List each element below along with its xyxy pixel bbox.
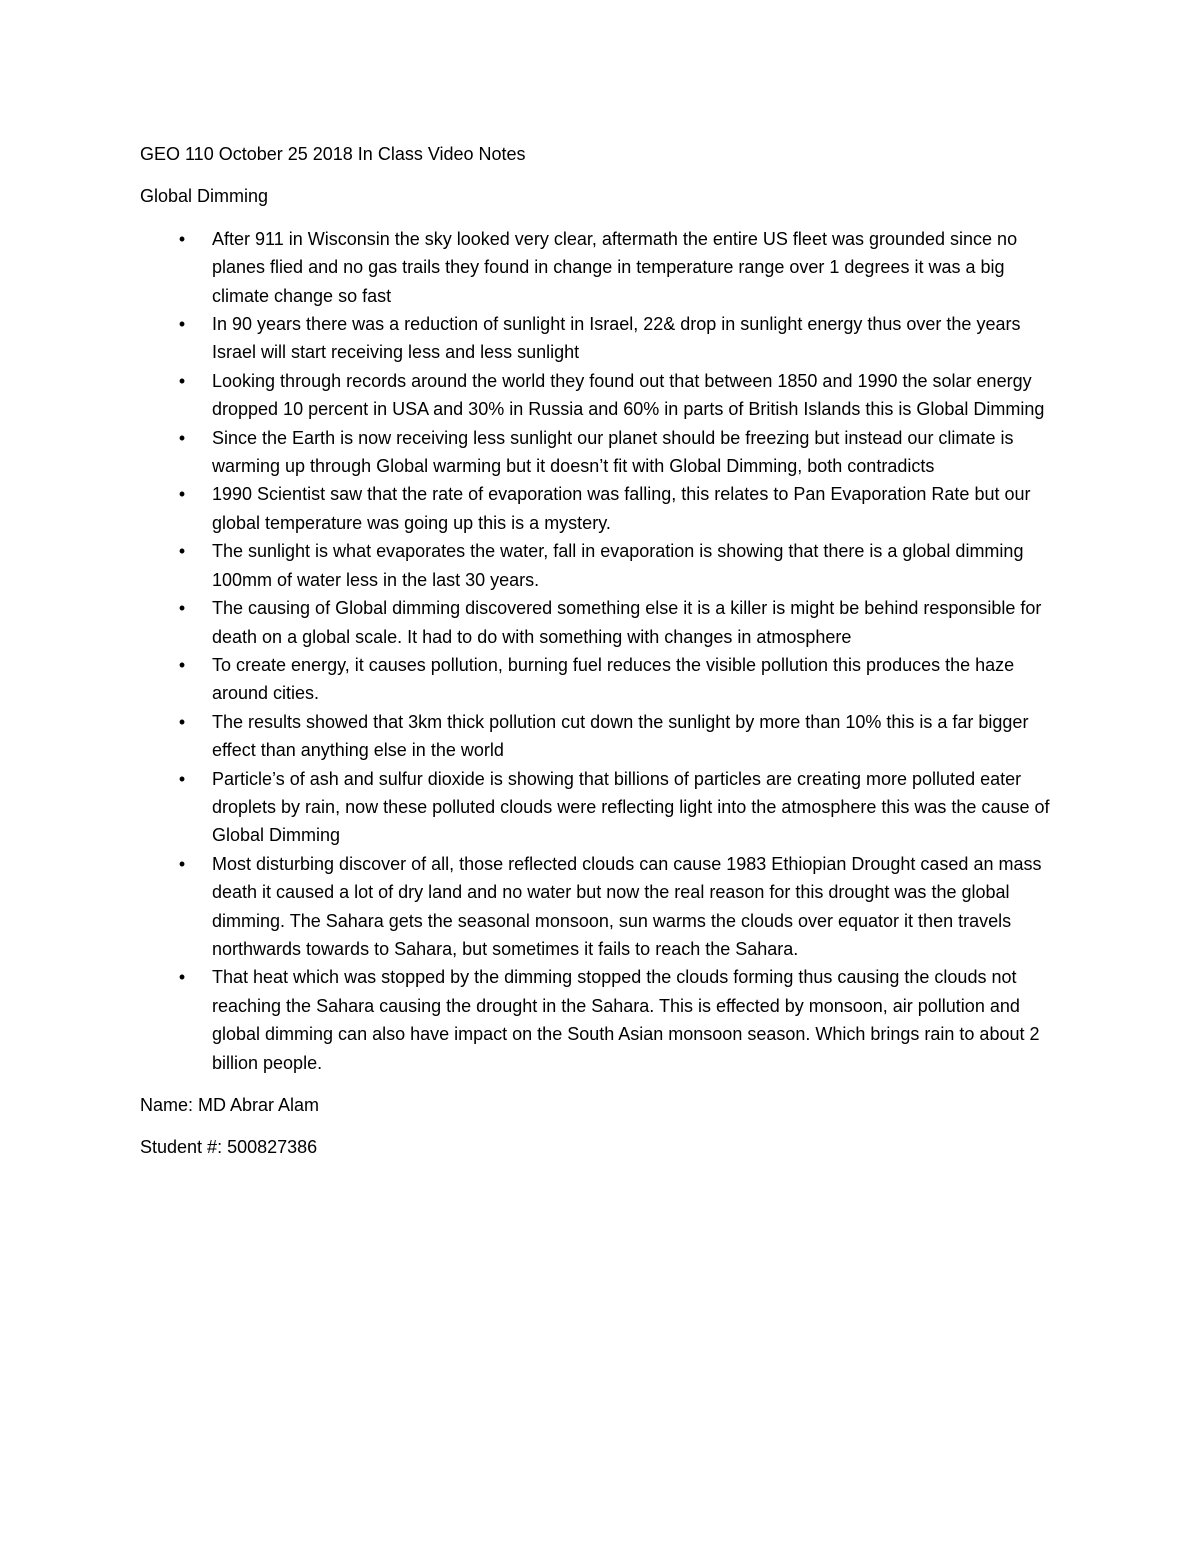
document-subtitle: Global Dimming	[140, 186, 269, 207]
list-item	[140, 310, 1060, 367]
list-item	[140, 480, 1060, 537]
bullet-icon: •	[178, 853, 186, 874]
list-item	[140, 225, 1060, 310]
note-text: That heat which was stopped by the dimming stopped the clouds forming thus causing the clouds not reaching the Sahara causing the drought in the Sahara. This is effected by monsoon, air pollution and global dimming can also have impact on the South Asian monsoon season. Which brings rain to about 2 billion people.	[212, 967, 1040, 1073]
list-item	[140, 765, 1060, 850]
bullet-icon: •	[178, 427, 186, 448]
bullet-icon: •	[178, 228, 186, 249]
note-text: The causing of Global dimming discovered something else it is a killer is might be behind responsible for death on a global scale. It had to do with something with changes in atmosphere	[212, 598, 1042, 647]
note-text: The sunlight is what evaporates the water, fall in evaporation is showing that there is a global dimming 100mm of water less in the last 30 years.	[212, 541, 1024, 590]
note-text: Looking through records around the world they found out that between 1850 and 1990 the solar energy dropped 10 percent in USA and 30% in Russia and 60% in parts of British Islands this is Global Dimming	[212, 370, 1045, 420]
bullet-icon: •	[178, 370, 186, 391]
list-item	[140, 594, 1060, 651]
bullet-icon: •	[178, 484, 186, 505]
note-text: In 90 years there was a reduction of sunlight in Israel, 22& drop in sunlight energy thus over the years Israel will start receiving less and less sunlight	[212, 314, 1021, 363]
document-body	[140, 140, 1060, 1162]
note-text: After 911 in Wisconsin the sky looked very clear, aftermath the entire US fleet was grounded since no planes flied and no gas trails they found in change in temperature range over 1 degrees it was a big climate change so fast	[212, 228, 1018, 306]
list-item	[140, 708, 1060, 765]
list-item	[140, 424, 1060, 481]
note-text: To create energy, it causes pollution, burning fuel reduces the visible pollution this produces the haze around cities.	[212, 654, 1015, 704]
student-name: Name: MD Abrar Alam	[140, 1095, 320, 1115]
bullet-icon: •	[178, 314, 186, 335]
bullet-icon: •	[178, 654, 186, 675]
note-text: Particle’s of ash and sulfur dioxide is showing that billions of particles are creating more polluted eater droplets by rain, now these polluted clouds were reflecting light into the atmosphere this was the cause of Global Dimming	[212, 768, 1050, 846]
notes-list	[140, 225, 1060, 1077]
bullet-icon: •	[178, 598, 186, 619]
document-title: GEO 110 October 25 2018 In Class Video Notes	[140, 144, 526, 164]
bullet-icon: •	[178, 967, 186, 988]
list-item	[140, 537, 1060, 594]
note-text: Most disturbing discover of all, those reflected clouds can cause 1983 Ethiopian Drought cased an mass death it caused a lot of dry land and no water but now the real reason for this drought was the global dimming. The Sahara gets the seasonal monsoon, sun warms the clouds over equator it then travels northwards towards to Sahara, but sometimes it fails to reach the Sahara.	[212, 853, 1042, 959]
list-item	[140, 963, 1060, 1077]
student-number: Student #: 500827386	[140, 1137, 318, 1158]
list-item	[140, 651, 1060, 708]
bullet-icon: •	[178, 768, 186, 789]
list-item	[140, 367, 1060, 424]
bullet-icon: •	[178, 711, 186, 732]
bullet-icon: •	[178, 541, 186, 562]
note-text: The results showed that 3km thick pollution cut down the sunlight by more than 10% this is a far bigger effect than anything else in the world	[212, 711, 1029, 761]
list-item	[140, 850, 1060, 964]
note-text: Since the Earth is now receiving less sunlight our planet should be freezing but instead our climate is warming up through Global warming but it doesn’t fit with Global Dimming, both contradicts	[212, 427, 1014, 477]
note-text: 1990 Scientist saw that the rate of evaporation was falling, this relates to Pan Evaporation Rate but our global temperature was going up this is a mystery.	[212, 484, 1031, 533]
